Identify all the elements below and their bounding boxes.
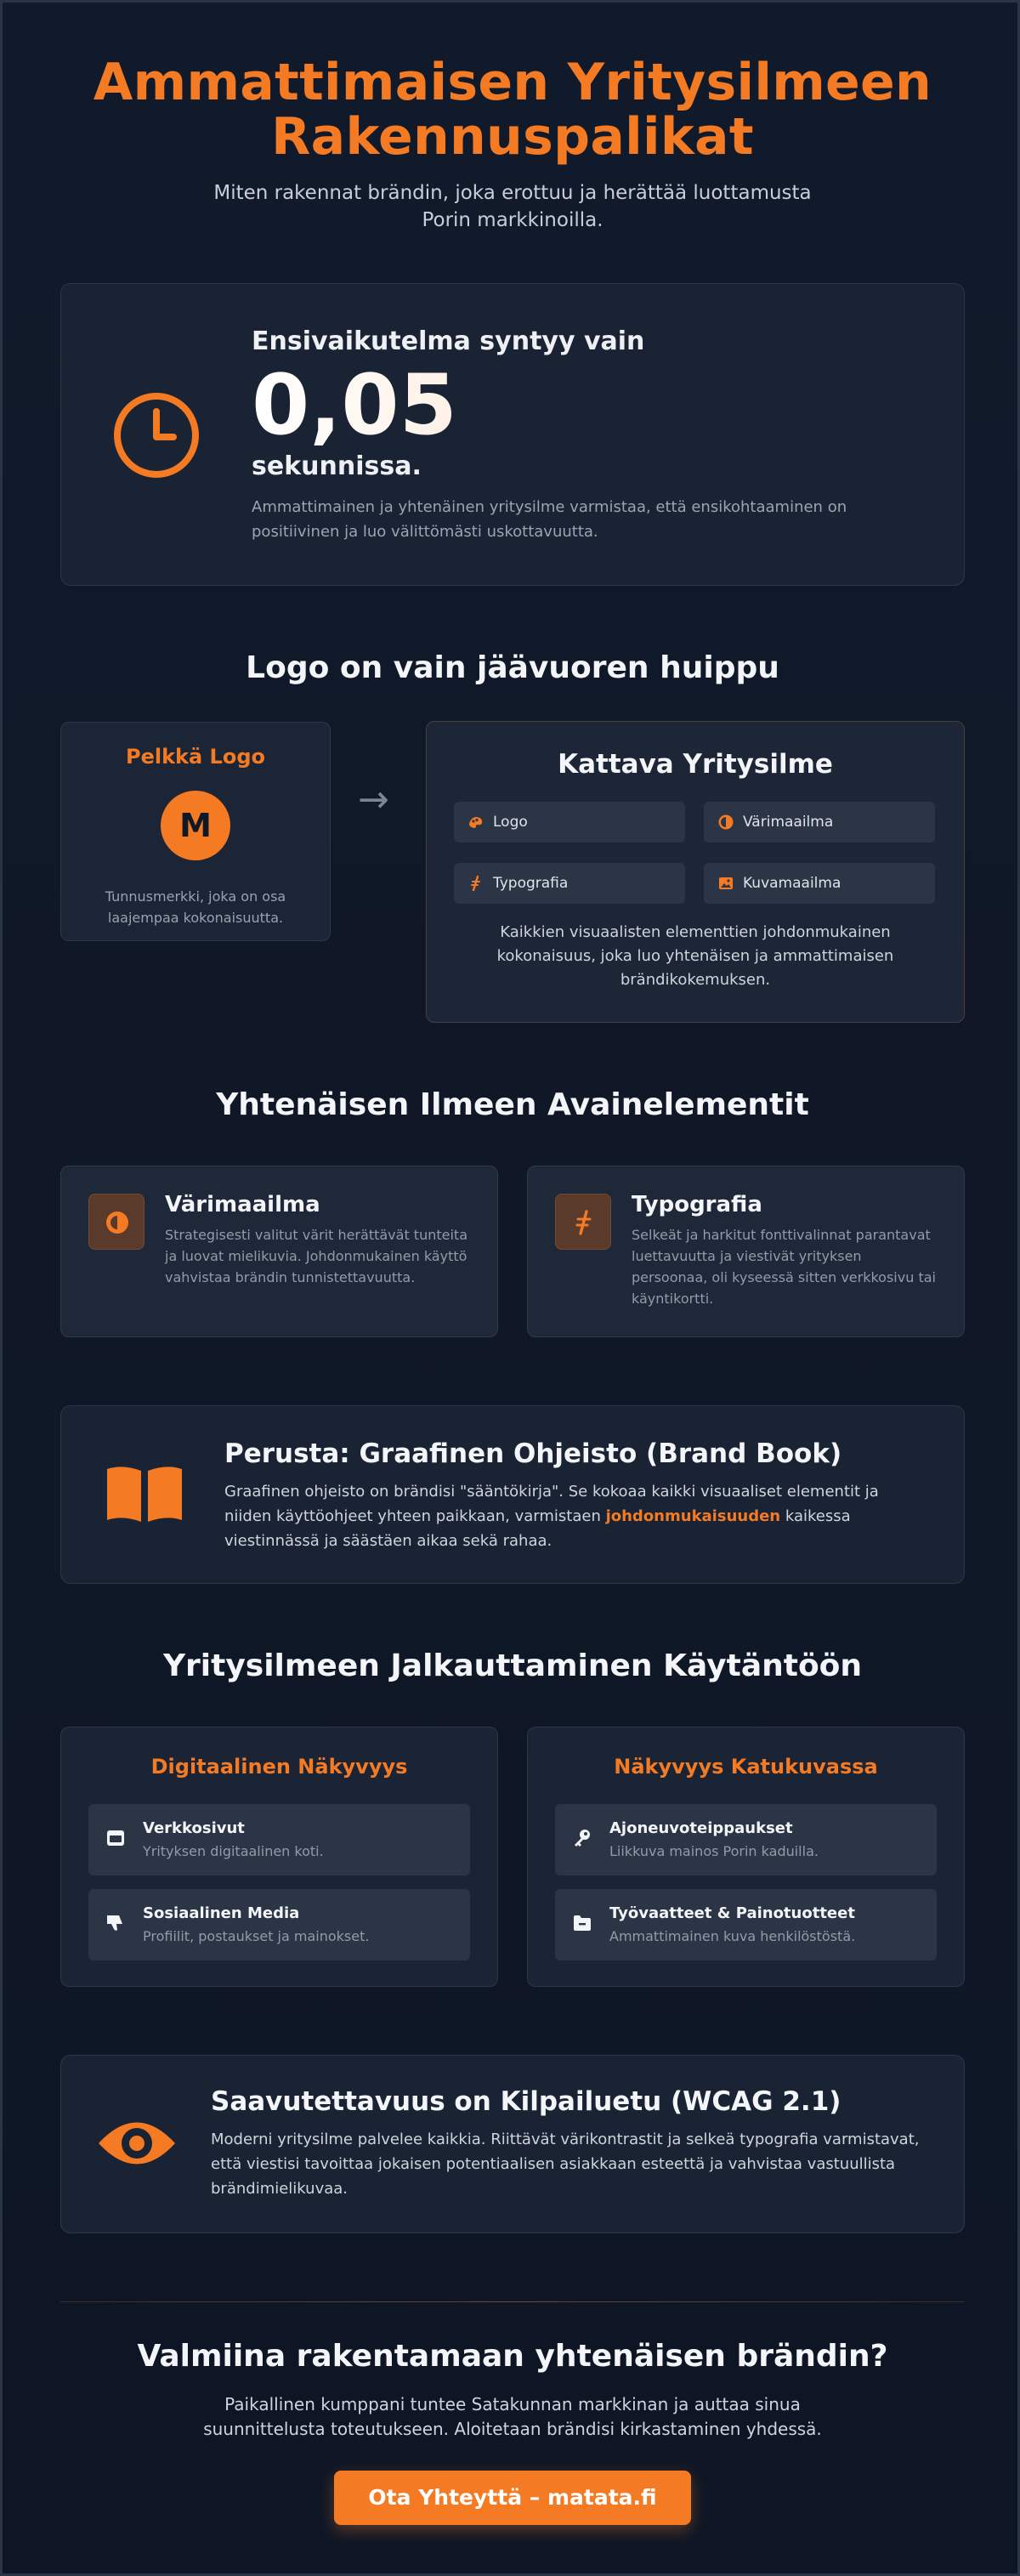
implementation-digital-card: [60, 1727, 498, 1987]
implementation-column-title: Näkyvyys Katukuvassa: [614, 1755, 878, 1779]
stat-description: Ammattimainen ja yhtenäinen yritysilme varmistaa, että ensikohtaaminen on positiivinen ja luo välittömästi uskottavuutta.: [252, 498, 847, 541]
full-card-description: Kaikkien visuaalisten elementtien johdonmukainen kokonaisuus, joka luo yhtenäisen ja ammattimaisen brändikokemuksen.: [496, 923, 894, 989]
full-card-title: Kattava Yritysilme: [558, 749, 833, 780]
element-card-description: Selkeät ja harkitut fonttivalinnat parantavat luettavuutta ja viestivät yrityksen persoonaa, oli kyseessä sitten verkkosivu tai käyntikortti.: [632, 1227, 936, 1307]
stat-card: [60, 283, 965, 586]
identity-item-typography: [454, 863, 685, 904]
identity-item-label: Logo: [493, 814, 528, 831]
elements-title: Yhtenäisen Ilmeen Avainelementit: [216, 1087, 809, 1122]
element-card-title: Typografia: [632, 1192, 762, 1217]
cta-title: Valmiina rakentamaan yhtenäisen brändin?: [137, 2339, 888, 2374]
stat-post-text: sekunnissa.: [252, 451, 422, 481]
logo-card-description: Tunnusmerkki, joka on osa laajempaa kokonaisuutta.: [105, 888, 286, 926]
list-item-vehicle-wraps: [555, 1804, 937, 1875]
element-card-colors: [60, 1166, 498, 1337]
color-icon: [104, 1209, 131, 1236]
identity-item-colors: [704, 802, 935, 843]
list-item-description: Profiilit, postaukset ja mainokset.: [143, 1928, 370, 1944]
identity-item-label: Värimaailma: [743, 814, 834, 831]
thumbs-down-icon: [105, 1913, 126, 1933]
arrow-right-icon: →: [358, 778, 389, 821]
list-item-title: Työvaatteet & Painotuotteet: [609, 1904, 855, 1922]
stat-value: 0,05: [252, 361, 913, 450]
hero: [60, 55, 965, 234]
element-card-typography: [527, 1166, 965, 1337]
implementation-title: Yritysilmeen Jalkauttaminen Käytäntöön: [162, 1648, 863, 1683]
cta-section: [60, 2339, 965, 2525]
folder-icon: [572, 1913, 592, 1933]
list-item-description: Ammattimainen kuva henkilöstöstä.: [609, 1928, 856, 1944]
list-item-title: Ajoneuvoteippaukset: [609, 1819, 793, 1837]
clock-icon: [112, 391, 201, 479]
palette-icon: [468, 814, 484, 831]
logo-mark: M: [161, 791, 230, 860]
identity-item-imagery: [704, 863, 935, 904]
identity-item-label: Kuvamaailma: [743, 875, 842, 892]
logo-only-card: [60, 722, 331, 941]
accessibility-description: Moderni yritysilme palvelee kaikkia. Riittävät värikontrastit ja selkeä typografia varmistavat, että viestisi tavoittaa jokaisen potentiaalisen asiakkaan esteettä ja vahvistaa vastuullista brändimielikuvaa.: [211, 2131, 920, 2198]
icon-box: [555, 1194, 611, 1250]
accessibility-card: [60, 2055, 965, 2233]
list-item-description: Liikkuva mainos Porin kaduilla.: [609, 1843, 819, 1859]
brand-book-description: [224, 1479, 887, 1553]
list-item-title: Sosiaalinen Media: [143, 1904, 300, 1922]
page-title: Ammattimaisen Yritysilmeen Rakennuspalikat: [93, 53, 932, 167]
element-card-title: Värimaailma: [165, 1192, 320, 1217]
stat-pre-text: Ensivaikutelma syntyy vain: [252, 326, 645, 356]
brand-book-highlight: johdonmukaisuuden: [605, 1507, 781, 1525]
icon-box: [88, 1194, 144, 1250]
key-icon: [572, 1828, 592, 1848]
accessibility-title: Saavutettavuus on Kilpailuetu (WCAG 2.1): [211, 2086, 842, 2117]
list-item-workwear-print: [555, 1889, 937, 1960]
divider: [60, 2301, 965, 2302]
list-item-description: Yrityksen digitaalinen koti.: [143, 1843, 324, 1859]
list-item-title: Verkkosivut: [143, 1819, 245, 1837]
eye-icon: [97, 2112, 177, 2175]
identity-item-label: Typografia: [493, 875, 569, 892]
implementation-street-card: [527, 1727, 965, 1987]
element-card-description: Strategisesti valitut värit herättävät tunteita ja luovat mielikuvia. Johdonmukainen käyttö vahvistaa brändin tunnistettavuutta.: [165, 1227, 468, 1285]
font-icon: [570, 1209, 598, 1236]
implementation-column-title: Digitaalinen Näkyvyys: [150, 1755, 408, 1779]
list-item-website: [88, 1804, 470, 1875]
full-identity-card: [426, 721, 965, 1023]
font-icon: [468, 875, 484, 892]
logo-card-title: Pelkkä Logo: [125, 745, 265, 769]
image-icon: [717, 875, 734, 892]
cta-text: Paikallinen kumppani tuntee Satakunnan markkinan ja auttaa sinua suunnittelusta toteutukseen. Aloitetaan brändisi kirkastaminen yhdessä.: [203, 2394, 822, 2439]
contact-button[interactable]: Ota Yhteyttä – matata.fi: [334, 2471, 691, 2525]
page-subtitle: Miten rakennat brändin, joka erottuu ja herättää luottamusta Porin markkinoilla.: [213, 182, 812, 231]
list-item-social-media: [88, 1889, 470, 1960]
brand-book-text: kaikessa viestinnässä ja säästäen aikaa sekä rahaa.: [224, 1507, 851, 1550]
brand-book-card: [60, 1405, 965, 1584]
brand-book-text: Graafinen ohjeisto on brändisi "sääntökirja". Se kokoaa kaikki visuaaliset elementit ja niiden käyttöohjeet yhteen paikkaan, varmistaen: [224, 1483, 879, 1525]
identity-item-logo: [454, 802, 685, 843]
brand-book-title: Perusta: Graafinen Ohjeisto (Brand Book): [224, 1438, 842, 1469]
color-icon: [717, 814, 734, 831]
iceberg-title: Logo on vain jäävuoren huippu: [246, 650, 779, 685]
book-icon: [104, 1464, 185, 1525]
browser-icon: [105, 1828, 126, 1848]
